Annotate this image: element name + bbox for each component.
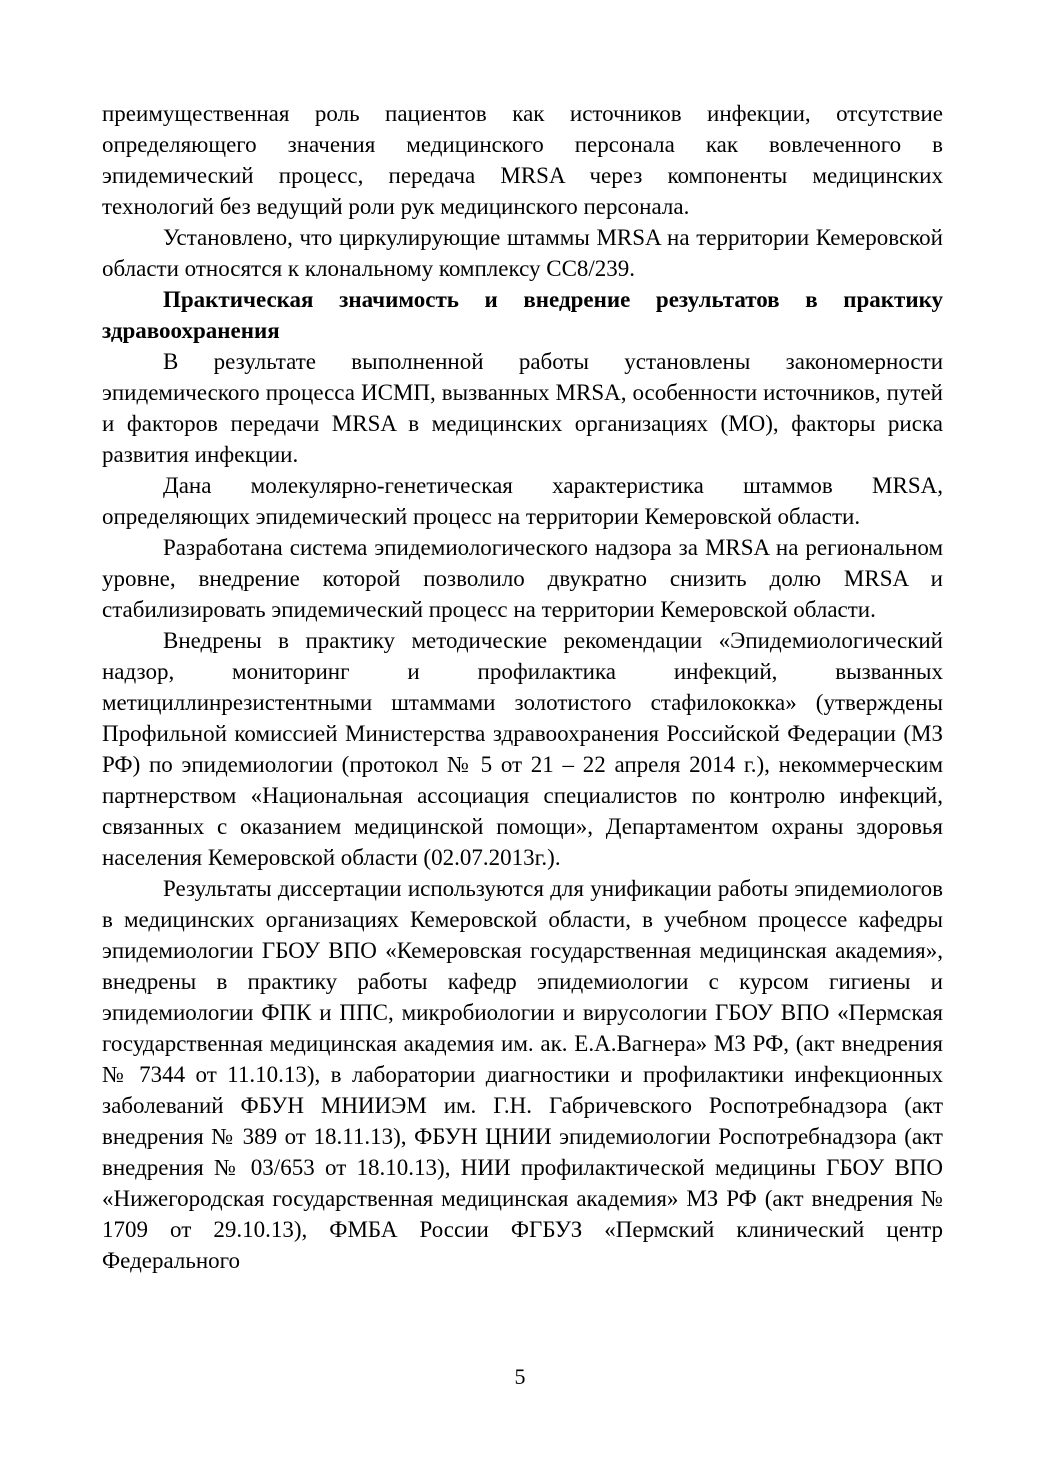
document-page xyxy=(102,98,943,1276)
paragraph-continuation: преимущественная роль пациентов как источников инфекции, отсутствие определяющего значения медицинского персонала как вовлеченного в эпидемический процесс, передача MRSA через компоненты медицинских технологий без ведущий роли рук медицинского персонала. xyxy=(102,101,943,219)
paragraph-results: В результате выполненной работы установлены закономерности эпидемического процесса ИСМП, вызванных MRSA, особенности источников, путей и факторов передачи MRSA в медицинских организациях (МО), факторы риска развития инфекции. xyxy=(102,349,943,467)
paragraph-molecular-characteristics: Дана молекулярно-генетическая характеристика штаммов MRSA, определяющих эпидемический процесс на территории Кемеровской области. xyxy=(102,473,943,529)
page-number: 5 xyxy=(514,1364,526,1389)
paragraph-mrsa-clonal-complex: Установлено, что циркулирующие штаммы MRSA на территории Кемеровской области относятся к клональному комплексу CC8/239. xyxy=(102,225,943,281)
paragraph-dissertation-implementation: Результаты диссертации используются для унификации работы эпидемиологов в медицинских организациях Кемеровской области, в учебном процессе кафедры эпидемиологии ГБОУ ВПО «Кемеровская государственная медицинская академия», внедрены в практику работы кафедр эпидемиологии с курсом гигиены и эпидемиологии ФПК и ППС, микробиологии и вирусологии ГБОУ ВПО «Пермская государственная медицинская академия им. ак. Е.А.Вагнера» МЗ РФ, (акт внедрения № 7344 от 11.10.13), в лаборатории диагностики и профилактики инфекционных заболеваний ФБУН МНИИЭМ им. Г.Н. Габричевского Роспотребнадзора (акт внедрения № 389 от 18.11.13), ФБУН ЦНИИ эпидемиологии Роспотребнадзора (акт внедрения № 03/653 от 18.10.13), НИИ профилактической медицины ГБОУ ВПО «Нижегородская государственная медицинская академия» МЗ РФ (акт внедрения № 1709 от 29.10.13), ФМБА России ФГБУЗ «Пермский клинический центр Федерального xyxy=(102,876,943,1273)
paragraph-methodological-recommendations: Внедрены в практику методические рекомендации «Эпидемиологический надзор, мониторинг и профилактика инфекций, вызванных метициллинрезистентными штаммами золотистого стафилококка» (утверждены Профильной комиссией Министерства здравоохранения Российской Федерации (МЗ РФ) по эпидемиологии (протокол № 5 от 21 – 22 апреля 2014 г.), некоммерческим партнерством «Национальная ассоциация специалистов по контролю инфекций, связанных с оказанием медицинской помощи», Департаментом охраны здоровья населения Кемеровской области (02.07.2013г.). xyxy=(102,628,943,870)
paragraph-surveillance-system: Разработана система эпидемиологического надзора за MRSA на региональном уровне, внедрение которой позволило двукратно снизить долю MRSA и стабилизировать эпидемический процесс на территории Кемеровской области. xyxy=(102,535,943,622)
section-heading-practical-significance: Практическая значимость и внедрение результатов в практику здравоохранения xyxy=(102,287,943,343)
